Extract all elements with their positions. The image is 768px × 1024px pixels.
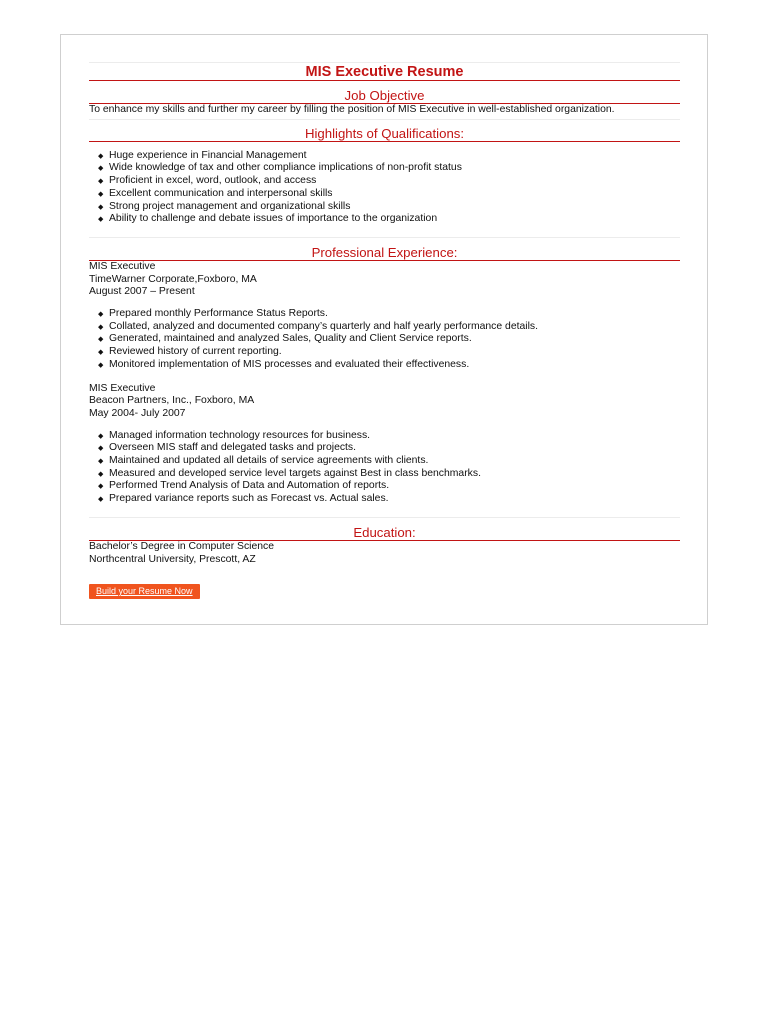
list-item: ◆ Huge experience in Financial Management: [98, 149, 307, 161]
list-item: ◆ Excellent communication and interpersonal skills: [98, 187, 333, 199]
objective-heading: Job Objective: [89, 89, 680, 104]
list-item: ◆ Performed Trend Analysis of Data and Automation of reports.: [98, 480, 390, 492]
job-role: MIS Executive: [89, 382, 156, 394]
job-duties-list: [89, 308, 680, 372]
bullet-icon: ◆: [98, 178, 104, 186]
bullet-icon: ◆: [98, 323, 104, 331]
list-item: ◆ Managed information technology resources for business.: [98, 429, 371, 441]
list-item: ◆ Strong project management and organizational skills: [98, 200, 351, 212]
resume-sheet: [60, 34, 708, 625]
bullet-icon: ◆: [98, 458, 104, 466]
bullet-icon: ◆: [98, 336, 104, 344]
list-item: ◆ Wide knowledge of tax and other compliance implications of non-profit status: [98, 162, 462, 174]
bullet-icon: ◆: [98, 216, 104, 224]
experience-heading: Professional Experience:: [89, 246, 680, 261]
bullet-icon: ◆: [98, 483, 104, 491]
bullet-icon: ◆: [98, 445, 104, 453]
job-dates: August 2007 – Present: [89, 286, 195, 298]
list-item: ◆ Prepared variance reports such as Forecast vs. Actual sales.: [98, 493, 389, 505]
job-entry: [89, 383, 680, 506]
bullet-icon: ◆: [98, 190, 104, 198]
section-highlights: [89, 119, 680, 226]
title-bar: [89, 62, 680, 81]
bullet-icon: ◆: [98, 361, 104, 369]
bullet-icon: ◆: [98, 203, 104, 211]
list-item: ◆ Measured and developed service level targets against Best in class benchmarks.: [98, 467, 481, 479]
list-item: ◆ Monitored implementation of MIS processes and evaluated their effectiveness.: [98, 358, 470, 370]
education-degree: Bachelor’s Degree in Computer Science: [89, 540, 275, 552]
job-duties-list: [89, 430, 680, 506]
job-entry: [89, 261, 680, 372]
list-item: ◆ Reviewed history of current reporting.: [98, 346, 282, 358]
highlights-heading: Highlights of Qualifications:: [89, 127, 680, 142]
bullet-icon: ◆: [98, 496, 104, 504]
job-role: MIS Executive: [89, 260, 156, 272]
education-school: Northcentral University, Prescott, AZ: [89, 553, 256, 565]
bullet-icon: ◆: [98, 311, 104, 319]
objective-text: To enhance my skills and further my career by filling the position of MIS Executive in well-established organization.: [89, 104, 615, 115]
list-item: ◆ Ability to challenge and debate issues of importance to the organization: [98, 213, 438, 225]
list-item: ◆ Collated, analyzed and documented company’s quarterly and half yearly performance details.: [98, 320, 538, 332]
job-dates: May 2004- July 2007: [89, 407, 186, 419]
list-item: ◆ Overseen MIS staff and delegated tasks and projects.: [98, 442, 357, 454]
resume-content: [89, 35, 680, 599]
list-item: ◆ Proficient in excel, word, outlook, and access: [98, 175, 317, 187]
job-company: Beacon Partners, Inc., Foxboro, MA: [89, 395, 255, 407]
resume-title: MIS Executive Resume: [305, 64, 464, 80]
cta-wrap: [89, 581, 680, 599]
list-item: ◆ Maintained and updated all details of service agreements with clients.: [98, 455, 429, 467]
bullet-icon: ◆: [98, 349, 104, 357]
section-objective: [89, 89, 680, 117]
education-heading: Education:: [89, 526, 680, 541]
bullet-icon: ◆: [98, 470, 104, 478]
section-education: [89, 517, 680, 566]
build-resume-button[interactable]: Build your Resume Now: [89, 584, 200, 599]
bullet-icon: ◆: [98, 152, 104, 160]
job-company: TimeWarner Corporate,Foxboro, MA: [89, 273, 257, 285]
section-experience: [89, 237, 680, 506]
bullet-icon: ◆: [98, 432, 104, 440]
highlights-list: [89, 150, 680, 226]
list-item: ◆ Generated, maintained and analyzed Sales, Quality and Client Service reports.: [98, 333, 472, 345]
list-item: ◆ Prepared monthly Performance Status Reports.: [98, 308, 328, 320]
bullet-icon: ◆: [98, 165, 104, 173]
